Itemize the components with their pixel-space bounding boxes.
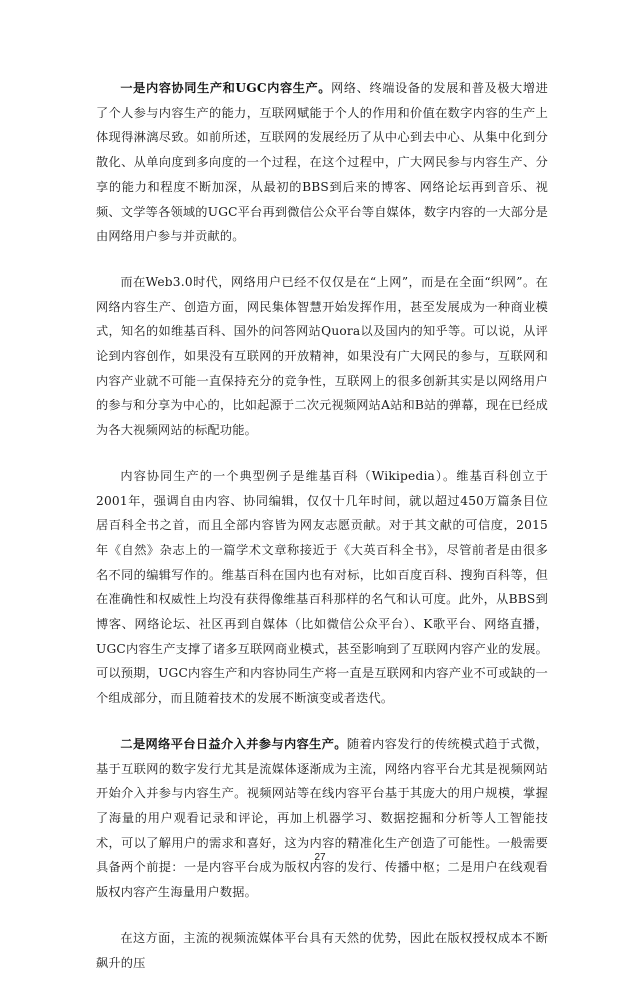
paragraph-text: 内容协同生产的一个典型例子是维基百科（Wikipedia）。维基百科创立于2001年，强调自由内容、协同编辑，仅仅十几年时间，就以超过450万篇条目位居百科全书之首，而且全部内容皆为网友志愿贡献。对于其文献的可信度，2015年《自然》杂志上的一篇学术文章称接近于《大英百科全书》，尽管前者是由很多名不同的编辑写作的。维基百科在国内也有对标，比如百度百科、搜狗百科等，但在准确性和权威性上均没有获得像维基百科那样的名气和认可度。此外，从BBS到博客、网络论坛、社区再到自媒体（比如微信公众平台）、K歌平台、网络直播，UGC内容生产支撑了诸多互联网商业模式，甚至影响到了互联网内容产业的发展。可以预期，UGC内容生产和内容协同生产将一直是互联网和内容产业不可或缺的一个组成部分，而且随着技术的发展不断演变或者迭代。 — [96, 468, 548, 706]
paragraph-lead-heading: 一是内容协同生产和UGC内容生产。 — [120, 81, 332, 95]
paragraph-web3-era — [96, 270, 548, 443]
paragraph-text: 而在Web3.0时代，网络用户已经不仅仅是在“上网”，而是在全面“织网”。在网络内容生产、创造方面，网民集体智慧开始发挥作用，甚至发展成为一种商业模式，知名的如维基百科、国外的问答网站Quora以及国内的知乎等。可以说，从评论到内容创作，如果没有互联网的开放精神，如果没有广大网民的参与，互联网和内容产业就不可能一直保持充分的竞争性，互联网上的很多创新其实是以网络用户的参与和分享为中心的，比如起源于二次元视频网站A站和B站的弹幕，现在已经成为各大视频网站的标配功能。 — [96, 274, 548, 438]
paragraph-text: 随着内容发行的传统模式趋于式微，基于互联网的数字发行尤其是流媒体逐渐成为主流，网络内容平台尤其是视频网站开始介入并参与内容生产。视频网站等在线内容平台基于其庞大的用户规模，掌握了海量的用户观看记录和评论，再加上机器学习、数据挖掘和分析等人工智能技术，可以了解用户的需求和喜好，这为内容的精准化生产创造了可能性。一般需要具备两个前提：一是内容平台成为版权内容的发行、传播中枢；二是用户在线观看版权内容产生海量用户数据。 — [96, 736, 548, 900]
paragraph-text: 网络、终端设备的发展和普及极大增进了个人参与内容生产的能力，互联网赋能于个人的作用和价值在数字内容的生产上体现得淋漓尽致。如前所述，互联网的发展经历了从中心到去中心、从集中化到分散化、从单向度到多向度的一个过程，在这个过程中，广大网民参与内容生产、分享的能力和程度不断加深，从最初的BBS到后来的博客、网络论坛再到音乐、视频、文学等各领域的UGC平台再到微信公众平台等自媒体，数字内容的一大部分是由网络用户参与并贡献的。 — [96, 81, 549, 244]
paragraph-platform-production — [96, 732, 548, 905]
paragraph-text: 在这方面，主流的视频流媒体平台具有天然的优势，因此在版权授权成本不断飙升的压 — [96, 930, 548, 970]
paragraph-streaming-advantage — [96, 926, 548, 975]
paragraph-ugc-production — [96, 76, 548, 249]
paragraph-lead-heading: 二是网络平台日益介入并参与内容生产。 — [120, 736, 347, 751]
page-number: 27 — [314, 852, 326, 863]
paragraph-wikipedia-example — [96, 464, 548, 711]
